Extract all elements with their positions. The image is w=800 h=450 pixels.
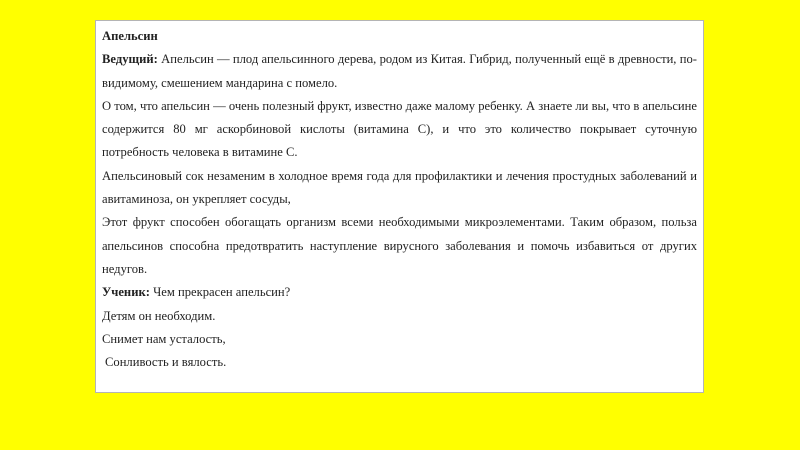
poem-line-1: Детям он необходим. <box>102 308 216 323</box>
poem-line-2: Снимет нам усталость, <box>102 331 226 346</box>
document-title: Апельсин <box>102 29 158 43</box>
paragraph-host-intro <box>102 48 697 95</box>
poem-line-3: Сонливость и вялость. <box>105 355 227 370</box>
paragraph-text: Чем прекрасен апельсин? <box>153 285 291 300</box>
paragraph-student <box>102 281 697 304</box>
document-box <box>95 20 704 393</box>
paragraph-microelements: Этот фрукт способен обогащать организм всеми необходимыми микроэлементами. Таким образом, польза апельсинов способна предотвратить наступление вирусного заболевания и помочь избавиться от других недугов. <box>102 215 697 276</box>
speaker-student-label: Ученик: <box>102 285 150 300</box>
speaker-host-label: Ведущий: <box>102 52 158 67</box>
paragraph-vitamin-c: О том, что апельсин — очень полезный фрукт, известно даже малому ребенку. А знаете ли вы, что в апельсине содержится 80 мг аскорбиновой кислоты (витамина С), и что это количество покрывает суточную потребность человека в витамине С. <box>102 98 697 160</box>
paragraph-juice: Апельсиновый сок незаменим в холодное время года для профилактики и лечения простудных заболеваний и авитаминоза, он укрепляет сосуды, <box>102 168 697 207</box>
paragraph-text: Апельсин — плод апельсинного дерева, родом из Китая. Гибрид, полученный ещё в древности, по-видимому, смешением мандарина с помело. <box>102 52 697 90</box>
